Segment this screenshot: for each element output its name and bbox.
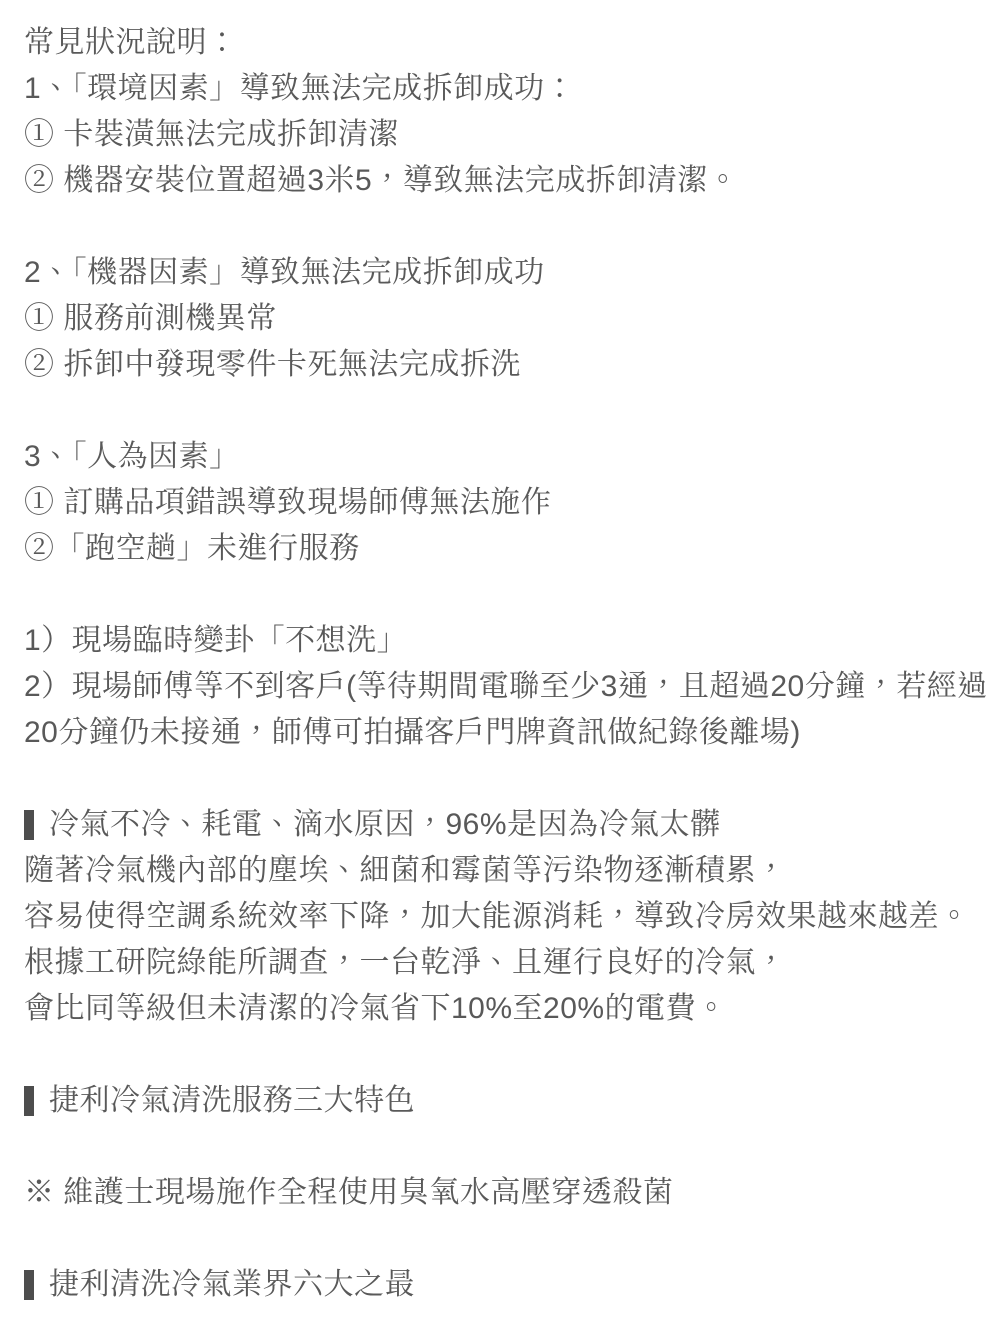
service-features-heading: 捷利冷氣清洗服務三大特色	[49, 1084, 415, 1117]
human-factor-item-1: ① 訂購品項錯誤導致現場師傅無法施作	[24, 486, 552, 519]
no-service-case-1: 1）現場臨時變卦「不想洗」	[24, 624, 408, 657]
dirty-ac-reasons-section	[24, 802, 988, 1032]
machine-factor-heading: 2、「機器因素」導致無法完成拆卸成功	[24, 256, 545, 289]
dirty-ac-body-line-2: 容易使得空調系統效率下降，加大能源消耗，導致冷房效果越來越差。	[24, 900, 970, 933]
no-service-case-2: 2）現場師傅等不到客戶(等待期間電聯至少3通，且超過20分鐘，若經過20分鐘仍未接通，師傅可拍攝客戶門牌資訊做紀錄後離場)	[24, 670, 988, 749]
dirty-ac-body-line-3: 根據工研院綠能所調查，一台乾淨、且運行良好的冷氣，	[24, 946, 787, 979]
environment-factor-item-1: ① 卡裝潢無法完成拆卸清潔	[24, 118, 399, 151]
ozone-note: ※ 維護士現場施作全程使用臭氧水高壓穿透殺菌	[24, 1176, 674, 1209]
no-service-cases-section	[24, 618, 988, 756]
human-factor-section	[24, 434, 988, 572]
heading-accent-bar-icon	[24, 810, 34, 840]
dirty-ac-body-line-1: 隨著冷氣機內部的塵埃、細菌和霉菌等污染物逐漸積累，	[24, 854, 787, 887]
industry-best-section	[24, 1262, 988, 1308]
service-features-heading-row	[24, 1078, 988, 1124]
machine-factor-section	[24, 250, 988, 388]
industry-best-heading: 捷利清洗冷氣業界六大之最	[49, 1268, 415, 1301]
heading-accent-bar-icon	[24, 1086, 34, 1116]
dirty-ac-body-line-4: 會比同等級但未清潔的冷氣省下10%至20%的電費。	[24, 992, 727, 1025]
human-factor-item-2: ②「跑空趟」未進行服務	[24, 532, 360, 565]
common-situations-section	[24, 20, 988, 204]
machine-factor-item-2: ② 拆卸中發現零件卡死無法完成拆洗	[24, 348, 521, 381]
environment-factor-item-2: ② 機器安裝位置超過3米5，導致無法完成拆卸清潔。	[24, 164, 739, 197]
ozone-note-section	[24, 1170, 988, 1216]
environment-factor-heading: 1、「環境因素」導致無法完成拆卸成功：	[24, 72, 576, 105]
dirty-ac-heading: 冷氣不冷、耗電、滴水原因，96%是因為冷氣太髒	[49, 808, 721, 841]
service-features-section	[24, 1078, 988, 1124]
dirty-ac-heading-row	[24, 802, 988, 848]
doc-title: 常見狀況說明：	[24, 26, 238, 59]
industry-best-heading-row	[24, 1262, 988, 1308]
heading-accent-bar-icon	[24, 1270, 34, 1300]
human-factor-heading: 3、「人為因素」	[24, 440, 240, 473]
machine-factor-item-1: ① 服務前測機異常	[24, 302, 277, 335]
